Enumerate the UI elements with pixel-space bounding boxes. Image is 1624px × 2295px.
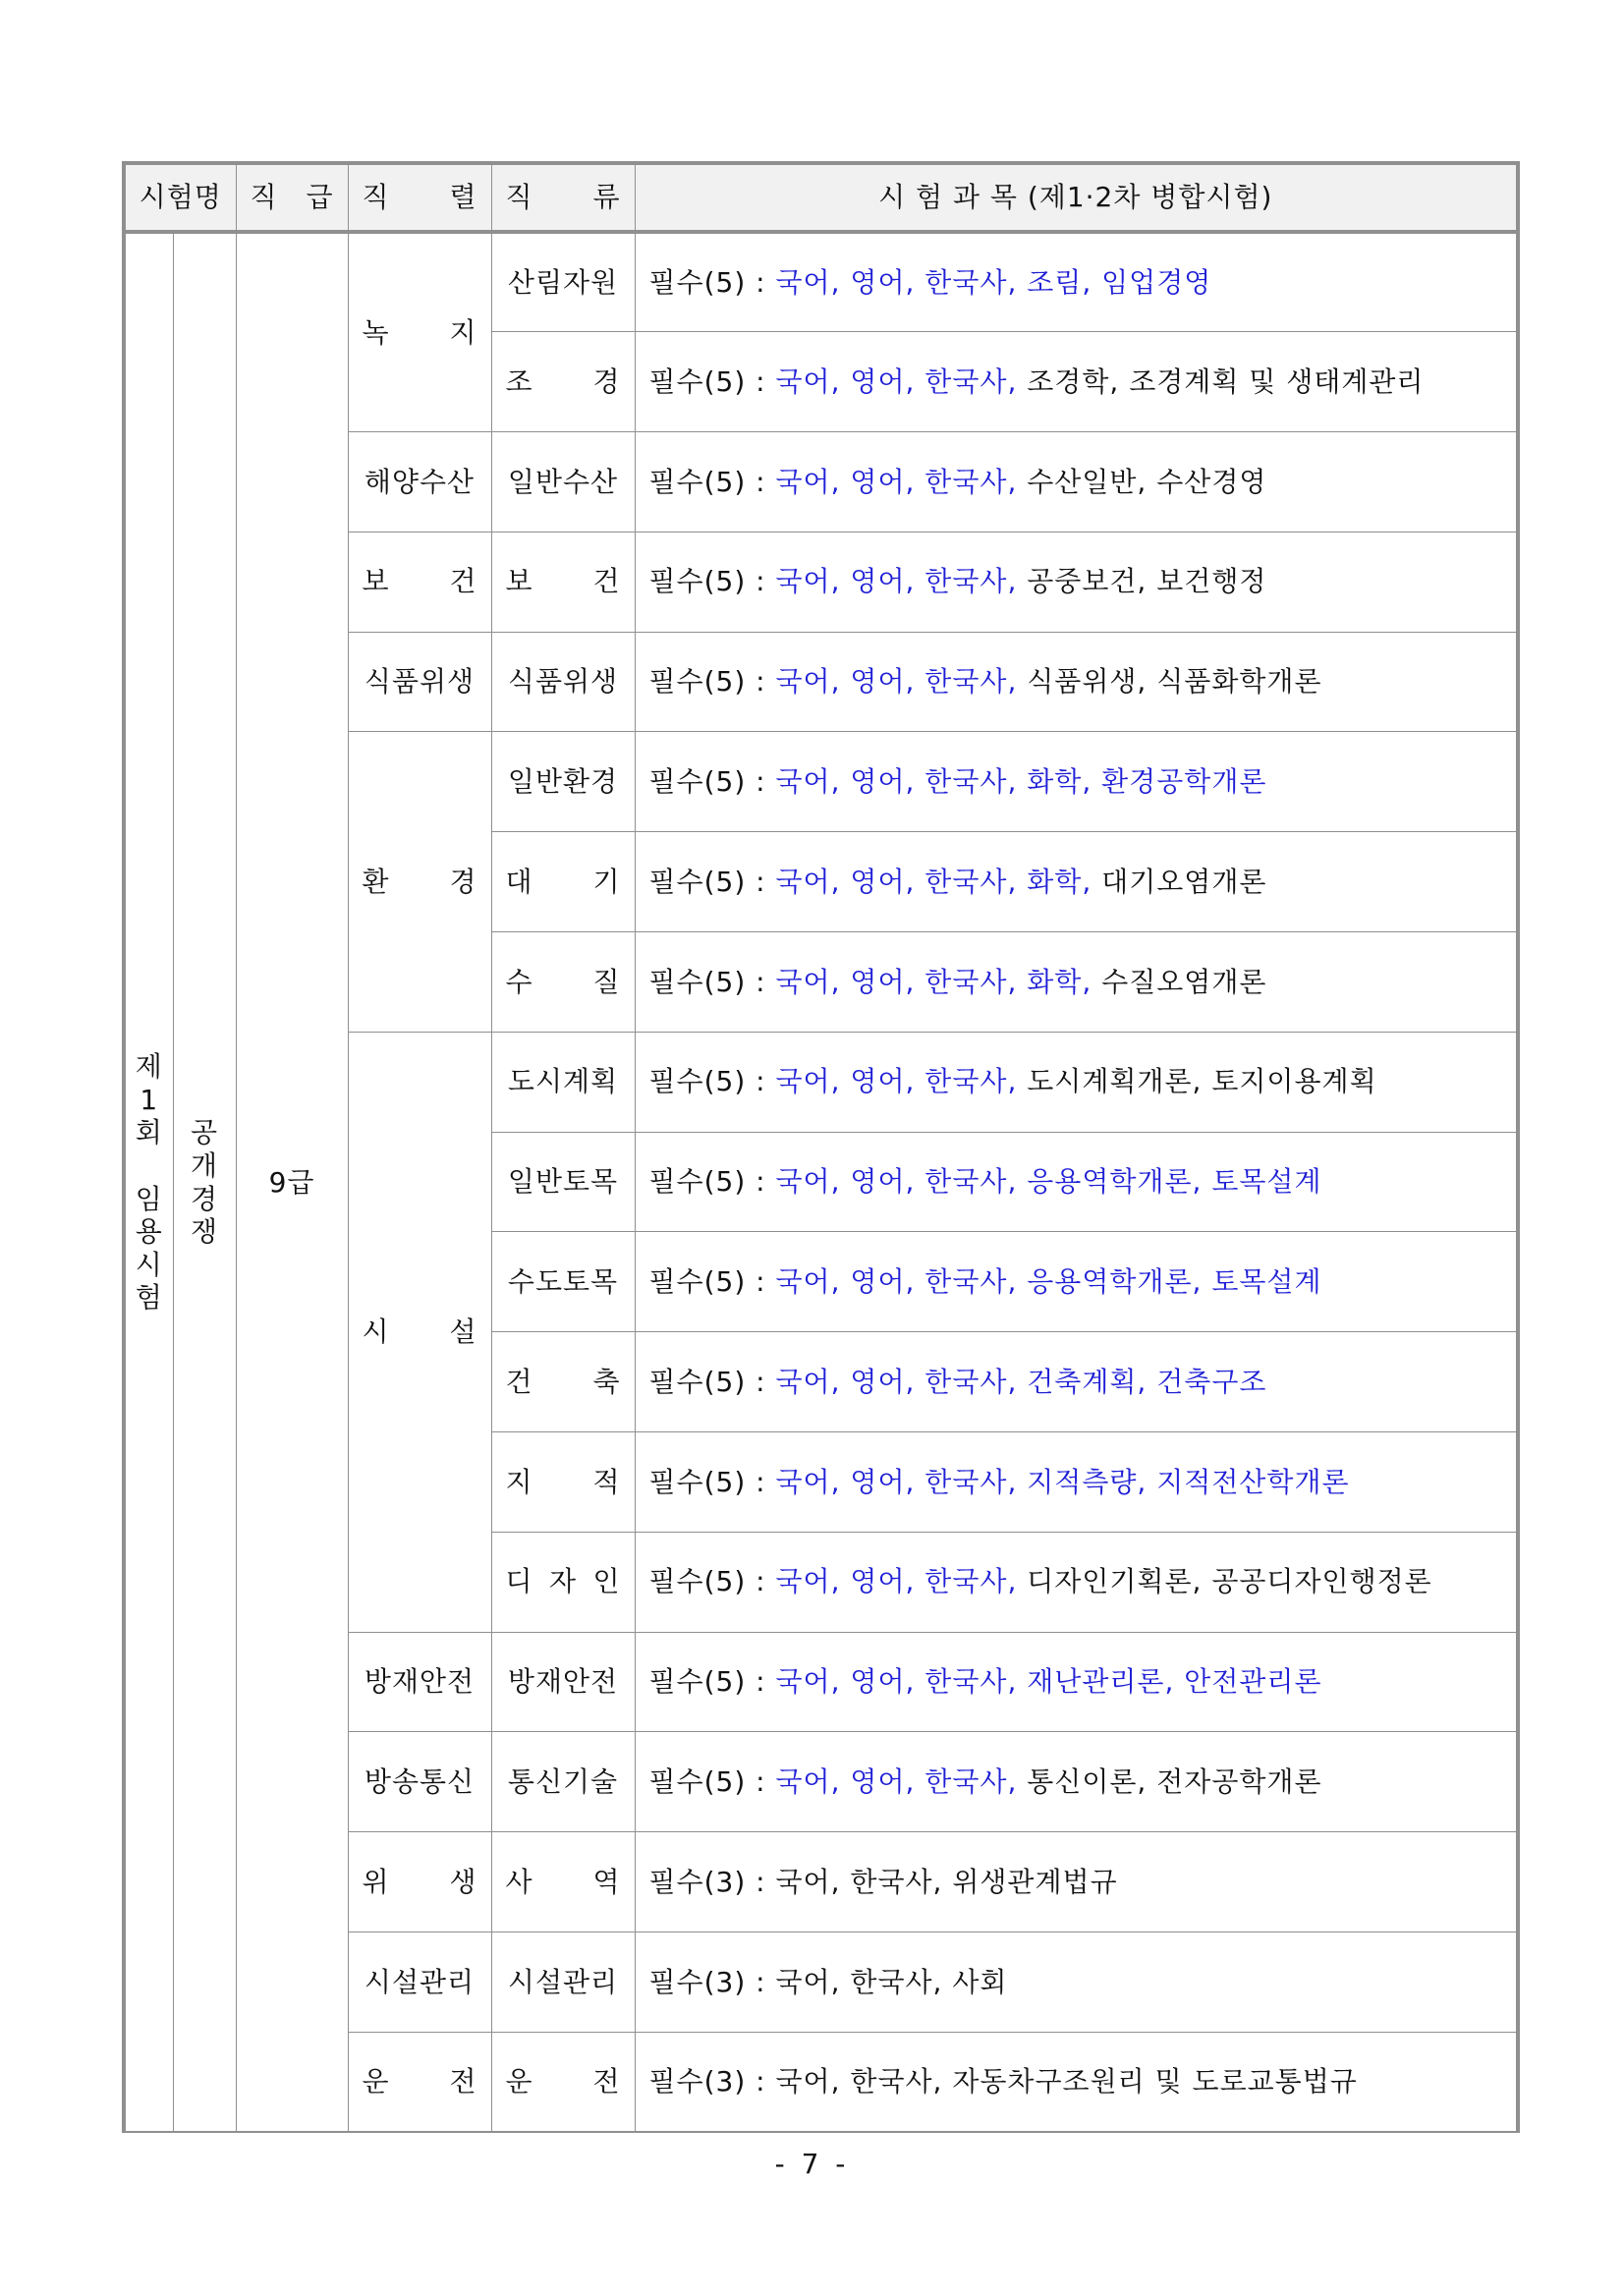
exam-name-char: 회	[135, 1116, 163, 1149]
subjects-blue-text: 국어, 영어, 한국사, 지적측량, 지적전산학개론	[775, 1465, 1350, 1498]
category-label	[492, 1565, 635, 1598]
series-label-char-2: 경	[449, 865, 477, 898]
subjects-blue-text: 국어, 영어, 한국사, 조림, 임업경영	[775, 265, 1212, 299]
category-label: 산림자원	[507, 265, 619, 299]
subjects-prefix-text: 필수(5) :	[648, 865, 776, 898]
series-label	[349, 316, 491, 350]
series-label: 시설관리	[364, 1965, 476, 1998]
series-label: 해양수산	[364, 465, 476, 498]
subjects-prefix-text: 필수(5) :	[648, 665, 776, 699]
series-label-char-2: 설	[449, 1315, 477, 1348]
category-cell	[491, 1432, 635, 1533]
subjects-cell	[635, 2032, 1518, 2132]
header-exam-name: 시험명	[124, 163, 236, 232]
subjects-black-text: 디자인기획론, 공공디자인행정론	[1017, 1565, 1432, 1598]
category-label-char-1: 지	[505, 1465, 533, 1498]
subjects-prefix-text: 필수(5) :	[648, 465, 776, 498]
category-label	[492, 1366, 635, 1399]
category-label-char-2: 전	[592, 2065, 621, 2099]
subjects-blue-text: 국어, 영어, 한국사,	[775, 1065, 1018, 1098]
subjects-prefix-text: 필수(3) : 국어, 한국사, 위생관계법규	[648, 1865, 1118, 1898]
subjects-prefix-text: 필수(3) : 국어, 한국사, 자동차구조원리 및 도로교통법규	[648, 2065, 1358, 2099]
series-label-char-1: 환	[362, 865, 390, 898]
header-category-text	[492, 181, 635, 214]
subjects-blue-text: 국어, 영어, 한국사,	[775, 1565, 1018, 1598]
subjects-cell	[635, 732, 1518, 832]
category-cell	[491, 1932, 635, 2033]
subjects-cell	[635, 1432, 1518, 1533]
header-grade-char-1: 직	[250, 181, 278, 214]
subjects-blue-text: 국어, 영어, 한국사,	[775, 465, 1018, 498]
subjects-cell	[635, 932, 1518, 1033]
category-label: 일반토목	[507, 1165, 619, 1199]
category-cell	[491, 2032, 635, 2132]
category-cell	[491, 1132, 635, 1232]
series-label-char-1: 시	[362, 1315, 390, 1348]
subjects-cell	[635, 1832, 1518, 1932]
series-label-char-1: 위	[362, 1865, 390, 1898]
subjects-blue-text: 국어, 영어, 한국사,	[775, 1765, 1018, 1799]
series-label	[349, 866, 491, 899]
competition-type-cell	[173, 232, 236, 2132]
subjects-cell	[635, 832, 1518, 932]
category-label-char-1: 보	[505, 565, 533, 598]
exam-name-char	[126, 1149, 173, 1183]
category-label	[492, 565, 635, 598]
category-cell	[491, 1032, 635, 1132]
subjects-blue-text: 국어, 영어, 한국사, 화학, 환경공학개론	[775, 765, 1267, 799]
category-label-char-2: 기	[592, 865, 621, 898]
category-label	[492, 966, 635, 999]
category-label-char-1: 수	[505, 965, 533, 998]
subjects-blue-text: 국어, 영어, 한국사, 재난관리론, 안전관리론	[775, 1665, 1322, 1699]
subjects-cell	[635, 1732, 1518, 1832]
category-cell	[491, 232, 635, 332]
subjects-prefix-text: 필수(5) :	[648, 1365, 776, 1398]
category-label: 일반환경	[507, 765, 619, 799]
subjects-prefix-text: 필수(5) :	[648, 1765, 776, 1799]
subjects-black-text: 조경학, 조경계획 및 생태계관리	[1017, 364, 1425, 398]
series-label	[349, 1315, 491, 1349]
exam-name-char: 임	[135, 1182, 163, 1215]
series-label-char-2: 건	[449, 565, 477, 598]
subjects-prefix-text: 필수(5) :	[648, 1165, 776, 1199]
header-grade-char-2: 급	[306, 181, 334, 214]
subjects-prefix-text: 필수(5) :	[648, 364, 776, 398]
series-label-char-1: 운	[362, 2065, 390, 2099]
category-label: 통신기술	[507, 1765, 619, 1799]
category-label-char-2: 축	[592, 1365, 621, 1398]
header-series	[348, 163, 491, 232]
exam-subjects-table	[122, 161, 1520, 2133]
category-cell	[491, 1332, 635, 1432]
category-cell	[491, 332, 635, 432]
header-series-char-1: 직	[362, 181, 390, 214]
category-label	[492, 1866, 635, 1899]
competition-type-char: 개	[190, 1148, 219, 1182]
category-cell	[491, 1232, 635, 1332]
subjects-prefix-text: 필수(5) :	[648, 1265, 776, 1299]
subjects-blue-text: 국어, 영어, 한국사, 응용역학개론, 토목설계	[775, 1165, 1322, 1199]
category-cell	[491, 732, 635, 832]
header-category-char-1: 직	[505, 181, 533, 214]
exam-name-char: 시	[135, 1248, 163, 1281]
category-label: 방재안전	[507, 1665, 619, 1699]
header-grade-text	[237, 181, 348, 214]
subjects-cell	[635, 232, 1518, 332]
subjects-blue-text: 국어, 영어, 한국사,	[775, 665, 1018, 699]
header-series-char-2: 렬	[449, 181, 477, 214]
exam-name-char: 1	[140, 1083, 159, 1116]
series-cell	[348, 2032, 491, 2132]
series-cell	[348, 1932, 491, 2033]
subjects-cell	[635, 1932, 1518, 2033]
subjects-cell	[635, 1532, 1518, 1632]
series-label	[349, 1866, 491, 1899]
category-cell	[491, 1632, 635, 1732]
table-body	[124, 232, 1518, 2132]
category-cell	[491, 1732, 635, 1832]
subjects-prefix-text: 필수(5) :	[648, 1465, 776, 1498]
series-cell	[348, 732, 491, 1032]
subjects-cell	[635, 632, 1518, 732]
exam-name-cell	[124, 232, 173, 2132]
subjects-cell	[635, 1032, 1518, 1132]
exam-name-char: 제	[135, 1050, 163, 1084]
category-label: 식품위생	[507, 665, 619, 699]
header-grade	[236, 163, 348, 232]
series-label: 방송통신	[364, 1765, 476, 1799]
category-cell	[491, 832, 635, 932]
category-label-char-1: 디	[505, 1565, 533, 1598]
subjects-prefix-text: 필수(5) :	[648, 1565, 776, 1598]
series-cell	[348, 232, 491, 432]
subjects-prefix-text: 필수(5) :	[648, 265, 776, 299]
series-cell	[348, 432, 491, 532]
series-cell	[348, 1732, 491, 1832]
subjects-blue-text: 국어, 영어, 한국사, 건축계획, 건축구조	[775, 1365, 1267, 1398]
subjects-black-text: 공중보건, 보건행정	[1017, 565, 1267, 598]
series-cell	[348, 1632, 491, 1732]
subjects-prefix-text: 필수(5) :	[648, 765, 776, 799]
category-label: 수도토목	[507, 1265, 619, 1299]
subjects-cell	[635, 532, 1518, 632]
subjects-cell	[635, 1632, 1518, 1732]
category-label-char-2: 건	[592, 565, 621, 598]
series-cell	[348, 1032, 491, 1632]
category-label-char-1: 조	[505, 364, 533, 398]
subjects-blue-text: 국어, 영어, 한국사, 응용역학개론, 토목설계	[775, 1265, 1322, 1299]
competition-type-char: 경	[190, 1182, 219, 1215]
category-label-char-2: 적	[592, 1465, 621, 1498]
category-label-char-2: 자	[548, 1565, 578, 1598]
subjects-black-text: 대기오염개론	[1092, 865, 1267, 898]
series-cell	[348, 632, 491, 732]
category-cell	[491, 632, 635, 732]
series-cell	[348, 1832, 491, 1932]
subjects-black-text: 수산일반, 수산경영	[1017, 465, 1267, 498]
page-number: - 7 -	[774, 2148, 850, 2180]
table-row	[124, 232, 1518, 332]
header-series-text	[349, 181, 491, 214]
category-cell	[491, 932, 635, 1033]
subjects-prefix-text: 필수(3) : 국어, 한국사, 사회	[648, 1965, 1008, 1998]
category-label-char-2: 역	[592, 1865, 621, 1898]
series-cell	[348, 532, 491, 632]
header-subjects: 시 험 과 목 (제1·2차 병합시험)	[635, 163, 1518, 232]
subjects-black-text: 도시계획개론, 토지이용계획	[1017, 1065, 1377, 1098]
subjects-prefix-text: 필수(5) :	[648, 1665, 776, 1699]
subjects-blue-text: 국어, 영어, 한국사,	[775, 565, 1018, 598]
category-cell	[491, 432, 635, 532]
category-label-char-1: 대	[505, 865, 533, 898]
category-cell	[491, 1832, 635, 1932]
category-label: 일반수산	[507, 465, 619, 498]
subjects-cell	[635, 332, 1518, 432]
competition-type-char: 공	[190, 1116, 219, 1149]
exam-name-char: 험	[135, 1281, 163, 1315]
subjects-prefix-text: 필수(5) :	[648, 1065, 776, 1098]
series-label	[349, 565, 491, 598]
category-label-char-2: 질	[592, 965, 621, 998]
subjects-black-text: 식품위생, 식품화학개론	[1017, 665, 1322, 699]
subjects-prefix-text: 필수(5) :	[648, 965, 776, 998]
category-cell	[491, 532, 635, 632]
subjects-prefix-text: 필수(5) :	[648, 565, 776, 598]
category-label	[492, 2065, 635, 2099]
subjects-blue-text: 국어, 영어, 한국사,	[775, 364, 1018, 398]
category-cell	[491, 1532, 635, 1632]
subjects-cell	[635, 1132, 1518, 1232]
category-label-char-3: 인	[592, 1565, 621, 1598]
category-label-char-1: 건	[505, 1365, 533, 1398]
series-label-char-1: 보	[362, 565, 390, 598]
exam-name-char: 용	[135, 1215, 163, 1249]
category-label	[492, 365, 635, 399]
header-category	[491, 163, 635, 232]
table-header-row	[124, 163, 1518, 232]
series-label-char-1: 녹	[362, 315, 390, 349]
subjects-black-text: 통신이론, 전자공학개론	[1017, 1765, 1322, 1799]
series-label-char-2: 지	[449, 315, 477, 349]
header-category-char-2: 류	[592, 181, 621, 214]
series-label-char-2: 전	[449, 2065, 477, 2099]
grade-cell: 9급	[236, 232, 348, 2132]
competition-type-char: 쟁	[190, 1215, 219, 1249]
category-label: 시설관리	[507, 1965, 619, 1998]
category-label-char-1: 운	[505, 2065, 533, 2099]
series-label-char-2: 생	[449, 1865, 477, 1898]
subjects-black-text: 수질오염개론	[1092, 965, 1267, 998]
category-label	[492, 866, 635, 899]
category-label-char-1: 사	[505, 1865, 533, 1898]
category-label: 도시계획	[507, 1065, 619, 1098]
category-label-char-2: 경	[592, 364, 621, 398]
series-label: 식품위생	[364, 665, 476, 699]
subjects-blue-text: 국어, 영어, 한국사, 화학,	[775, 965, 1092, 998]
series-label	[349, 2065, 491, 2099]
category-label	[492, 1466, 635, 1499]
series-label: 방재안전	[364, 1665, 476, 1699]
subjects-cell	[635, 432, 1518, 532]
subjects-cell	[635, 1332, 1518, 1432]
subjects-blue-text: 국어, 영어, 한국사, 화학,	[775, 865, 1092, 898]
subjects-cell	[635, 1232, 1518, 1332]
